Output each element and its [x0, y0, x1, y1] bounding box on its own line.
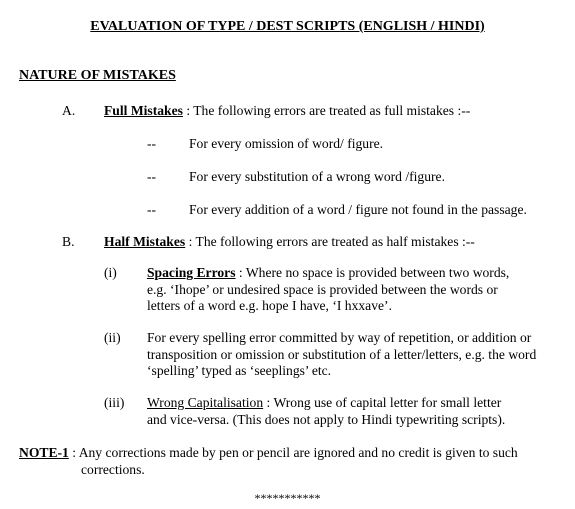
- full-mistakes-description: : The following errors are treated as full mistakes :--: [186, 103, 471, 118]
- text-line: transposition or omission or substitution of a letter/letters, e.g. the word: [147, 346, 537, 362]
- text-line: letters of a word e.g. hope I have, ‘I hxxave’.: [147, 298, 392, 313]
- text-line: and vice-versa. (This does not apply to Hindi typewriting scripts).: [147, 411, 506, 427]
- full-item-dash: --: [147, 202, 157, 217]
- spacing-errors-label: Spacing Errors: [147, 265, 236, 280]
- text-line: For every spelling error committed by way of repetition, or addition or: [147, 330, 532, 345]
- half-mistakes-label: Half Mistakes: [104, 234, 186, 249]
- half-item-wrong-capitalisation: [147, 395, 505, 428]
- note-label: NOTE-1: [19, 445, 69, 460]
- half-mistakes-description: : The following errors are treated as half mistakes :--: [188, 234, 475, 249]
- full-item-addition: For every addition of a word / figure not found in the passage.: [189, 202, 527, 217]
- note-1: [19, 445, 518, 478]
- full-item-dash: --: [147, 136, 157, 151]
- text-line: Wrong Capitalisation : Wrong use of capital letter for small letter: [147, 395, 502, 410]
- text-line: NOTE-1 : Any corrections made by pen or pencil are ignored and no credit is given to such: [19, 445, 518, 460]
- half-mistakes-heading: [104, 234, 475, 250]
- section-heading-nature-of-mistakes: NATURE OF MISTAKES: [19, 68, 176, 83]
- full-mistakes-marker: A.: [62, 103, 76, 118]
- text-line: Spacing Errors : Where no space is provided between two words,: [147, 265, 510, 280]
- half-item-numeral: (iii): [104, 395, 125, 410]
- document-title: EVALUATION OF TYPE / DEST SCRIPTS (ENGLISH / HINDI): [90, 19, 485, 34]
- half-item-spacing-errors: [147, 265, 509, 315]
- text-line: ‘spelling’ typed as ‘seeplings’ etc.: [147, 363, 332, 378]
- full-mistakes-heading: [104, 103, 470, 119]
- full-mistakes-label: Full Mistakes: [104, 103, 183, 118]
- half-item-numeral: (i): [104, 265, 117, 280]
- half-mistakes-marker: B.: [62, 234, 75, 249]
- wrong-capitalisation-label: Wrong Capitalisation: [147, 395, 264, 410]
- full-item-omission: For every omission of word/ figure.: [189, 136, 384, 151]
- half-item-numeral: (ii): [104, 330, 121, 345]
- full-item-substitution: For every substitution of a wrong word /figure.: [189, 169, 445, 184]
- text-line: corrections.: [81, 461, 145, 477]
- end-marker: ***********: [254, 491, 321, 505]
- full-item-dash: --: [147, 169, 157, 184]
- text-line: e.g. ‘Ihope’ or undesired space is provided between the words or: [147, 281, 498, 297]
- half-item-spelling-errors: [147, 330, 536, 380]
